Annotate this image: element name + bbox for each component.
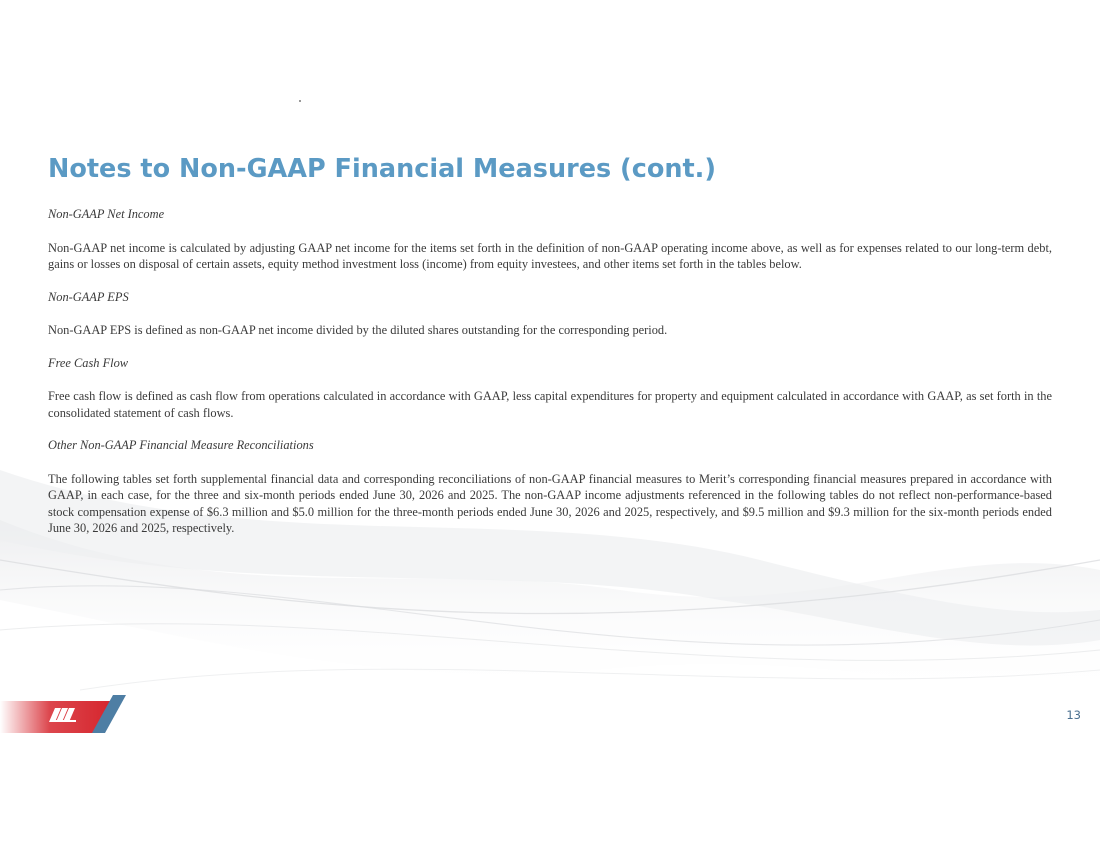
merit-medical-logo-icon: [0, 693, 130, 735]
section-text-non-gaap-net-income: Non-GAAP net income is calculated by adjusting GAAP net income for the items set forth in the definition of non-GAAP operating income above, as well as for expenses related to our long-term debt, gains or losses on disposal of certain assets, equity method investment loss (income) from equity investees, and other items set forth in the tables below.: [48, 240, 1052, 271]
section-heading-non-gaap-eps: Non-GAAP EPS: [48, 289, 129, 304]
section-heading-other-reconciliations: Other Non-GAAP Financial Measure Reconciliations: [48, 438, 314, 452]
section-heading-non-gaap-net-income: Non-GAAP Net Income: [48, 207, 165, 221]
page-title: Notes to Non-GAAP Financial Measures (cont.): [48, 154, 717, 184]
section-heading-free-cash-flow: Free Cash Flow: [48, 355, 129, 370]
page-number: 13: [1066, 708, 1081, 722]
section-text-free-cash-flow: Free cash flow is defined as cash flow from operations calculated in accordance with GAAP, less capital expenditures for property and equipment calculated in accordance with GAAP, as set forth in the consolidated statement of cash flows.: [48, 389, 1052, 420]
section-text-other-reconciliations: The following tables set forth supplemental financial data and corresponding reconciliations of non-GAAP financial measures to Merit’s corresponding financial measures prepared in accordance with GAAP, in each case, for the three and six-month periods ended June 30, 2026 and 2025. The non-GAAP income adjustments referenced in the following tables do not reflect non-performance-based stock compensation expense of $6.3 million and $5.0 million for the three-month periods ended June 30, 2026 and 2025, respectively, and $9.5 million and $9.3 million for the six-month periods ended June 30, 2026 and 2025, respectively.: [48, 471, 1052, 535]
small-dot-mark: [299, 100, 301, 102]
section-text-non-gaap-eps: Non-GAAP EPS is defined as non-GAAP net income divided by the diluted shares outstanding for the corresponding period.: [48, 323, 668, 337]
notes-body: [48, 206, 1052, 537]
